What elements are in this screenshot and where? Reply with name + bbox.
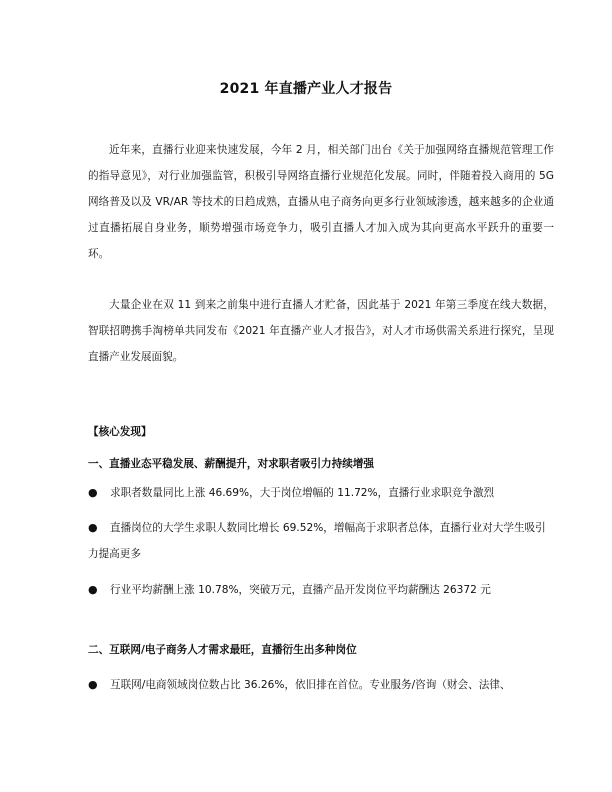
bullet-item xyxy=(88,515,554,567)
bullet-dot-icon: ● xyxy=(88,583,98,596)
bullet-item xyxy=(88,577,554,603)
bullet-item xyxy=(88,672,554,698)
bullet-text: 直播岗位的大学生求职人数同比增长 69.52%，增幅高于求职者总体，直播行业对大学生吸引力提高更多 xyxy=(88,522,546,560)
section-heading-2: 二、互联网/电子商务人才需求最旺，直播衍生出多种岗位 xyxy=(88,644,357,656)
background-paragraph: 大量企业在双 11 到来之前集中进行直播人才贮备，因此基于 2021 年第三季度在线大数据，智联招聘携手淘榜单共同发布《2021 年直播产业人才报告》，对人才市场供需关系进行探究，呈现直播产业发展面貌。 xyxy=(88,299,554,363)
report-title: 2021 年直播产业人才报告 xyxy=(219,81,393,97)
core-findings-label: 【核心发现】 xyxy=(88,426,152,438)
bullet-dot-icon: ● xyxy=(88,486,98,499)
bullet-dot-icon: ● xyxy=(88,678,98,691)
bullet-dot-icon: ● xyxy=(88,521,98,534)
section-heading-1: 一、直播业态平稳发展、薪酬提升，对求职者吸引力持续增强 xyxy=(88,458,375,470)
bullet-item xyxy=(88,480,554,506)
bullet-text: 互联网/电商领域岗位数占比 36.26%，依旧排在首位。专业服务/咨询（财会、法律、 xyxy=(110,679,511,691)
intro-paragraph: 近年来，直播行业迎来快速发展，今年 2 月，相关部门出台《关于加强网络直播规范管理工作的指导意见》，对行业加强监管，积极引导网络直播行业规范化发展。同时，伴随着投入商用的 5G 网络普及以及 VR/AR 等技术的日趋成熟，直播从电子商务向更多行业领域渗透，越来越多的企业通过直播拓展自身业务，顺势增强市场竞争力，吸引直播人才加入成为其向更高水平跃升的重要一环。 xyxy=(88,144,554,260)
bullet-text: 行业平均薪酬上涨 10.78%，突破万元，直播产品开发岗位平均薪酬达 26372 元 xyxy=(110,584,491,596)
bullet-text: 求职者数量同比上涨 46.69%，大于岗位增幅的 11.72%，直播行业求职竞争激烈 xyxy=(110,487,495,499)
